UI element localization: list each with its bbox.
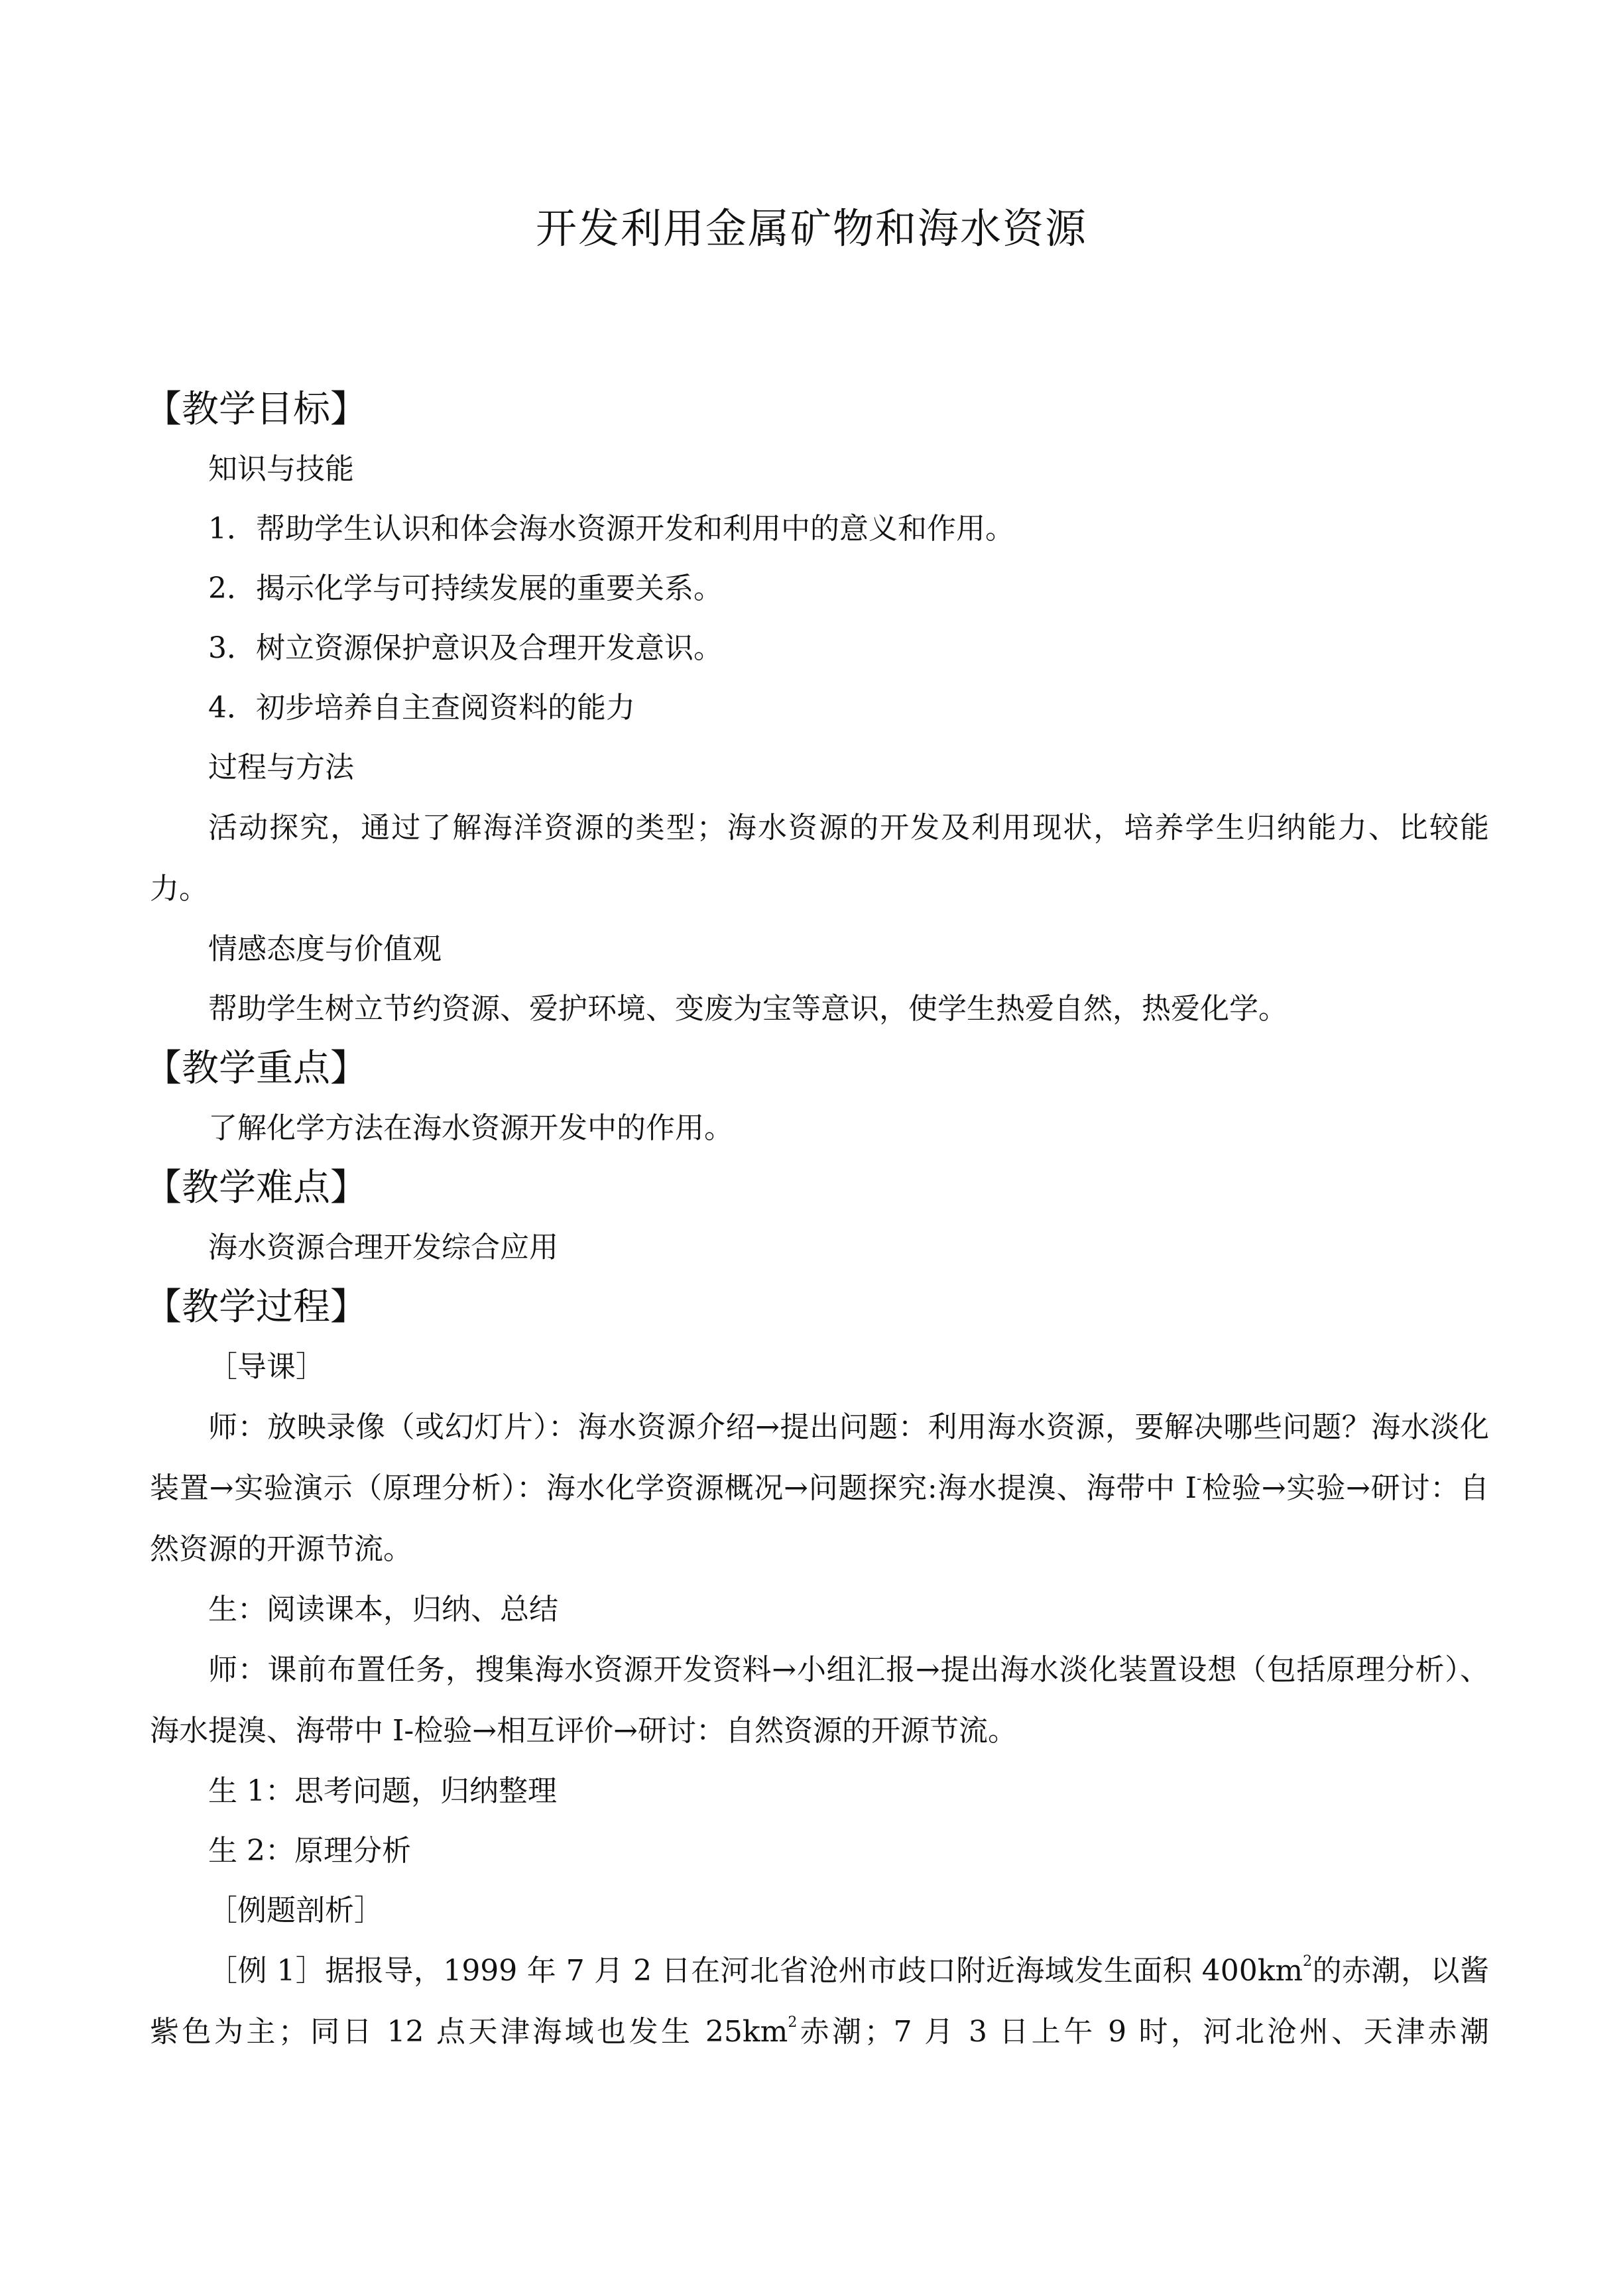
teacher-paragraph-2: 师：课前布置任务，搜集海水资源开发资料→小组汇报→提出海水淡化装置设想（包括原理分析）、海水提溴、海带中 I-检验→相互评价→研讨：自然资源的开源节流。 xyxy=(150,1653,1489,1748)
student-paragraph-1: 生：阅读课本，归纳、总结 xyxy=(208,1593,558,1626)
teaching-process-heading: 【教学过程】 xyxy=(145,1286,367,1329)
teacher-paragraph-1-part-b: 检验→实验→研讨：自然资源的开源节流。 xyxy=(150,1471,1489,1566)
process-method-title: 过程与方法 xyxy=(208,751,354,784)
key-points-heading: 【教学重点】 xyxy=(145,1047,367,1090)
km2-superscript-2: 2 xyxy=(788,2014,798,2031)
knowledge-skills-title: 知识与技能 xyxy=(208,452,354,486)
objective-item-3: 3．树立资源保护意识及合理开发意识。 xyxy=(208,631,723,665)
teacher-paragraph-1 xyxy=(150,1397,1489,1580)
student-paragraph-2: 生 1：思考问题，归纳整理 xyxy=(208,1774,557,1808)
example-1-part-c: 赤潮；7 月 3 日上午 9 时，河北沧州、天津赤潮 xyxy=(797,2015,1489,2049)
example-1-part-a: ［例 1］据报导，1999 年 7 月 2 日在河北省沧州市歧口附近海域发生面积 400km xyxy=(208,1954,1303,1988)
example-1-part-b: 的赤潮，以酱紫色为主；同日 12 点天津海域也发生 25km xyxy=(150,1954,1490,2049)
process-method-text: 活动探究，通过了解海洋资源的类型；海水资源的开发及利用现状，培养学生归纳能力、比较能力。 xyxy=(150,811,1489,906)
student-paragraph-3: 生 2：原理分析 xyxy=(208,1834,411,1868)
difficulties-heading: 【教学难点】 xyxy=(145,1166,367,1209)
example-analysis-label: ［例题剖析］ xyxy=(208,1894,383,1927)
objective-item-2: 2．揭示化学与可持续发展的重要关系。 xyxy=(208,572,723,605)
emotion-values-title: 情感态度与价值观 xyxy=(208,932,442,966)
km2-superscript-1: 2 xyxy=(1303,1953,1313,1970)
objective-item-1: 1．帮助学生认识和体会海水资源开发和利用中的意义和作用。 xyxy=(208,512,1014,546)
difficulties-text: 海水资源合理开发综合应用 xyxy=(208,1231,558,1264)
example-1-paragraph xyxy=(150,1941,1489,2063)
key-points-text: 了解化学方法在海水资源开发中的作用。 xyxy=(208,1111,733,1145)
intro-label: ［导课］ xyxy=(208,1350,325,1384)
emotion-values-text: 帮助学生树立节约资源、爱护环境、变废为宝等意识，使学生热爱自然，热爱化学。 xyxy=(208,992,1288,1026)
iodide-superscript: - xyxy=(1196,1471,1202,1487)
objective-item-4: 4．初步培养自主查阅资料的能力 xyxy=(208,691,635,725)
document-body xyxy=(145,380,1490,2063)
objectives-heading: 【教学目标】 xyxy=(145,388,367,431)
document-title: 开发利用金属矿物和海水资源 xyxy=(535,204,1087,253)
teacher-paragraph-1-part-a: 师：放映录像（或幻灯片）：海水资源介绍→提出问题：利用海水资源，要解决哪些问题？海水淡化装置→实验演示（原理分析）：海水化学资源概况→问题探究:海水提溴、海带中 I xyxy=(150,1410,1489,1505)
